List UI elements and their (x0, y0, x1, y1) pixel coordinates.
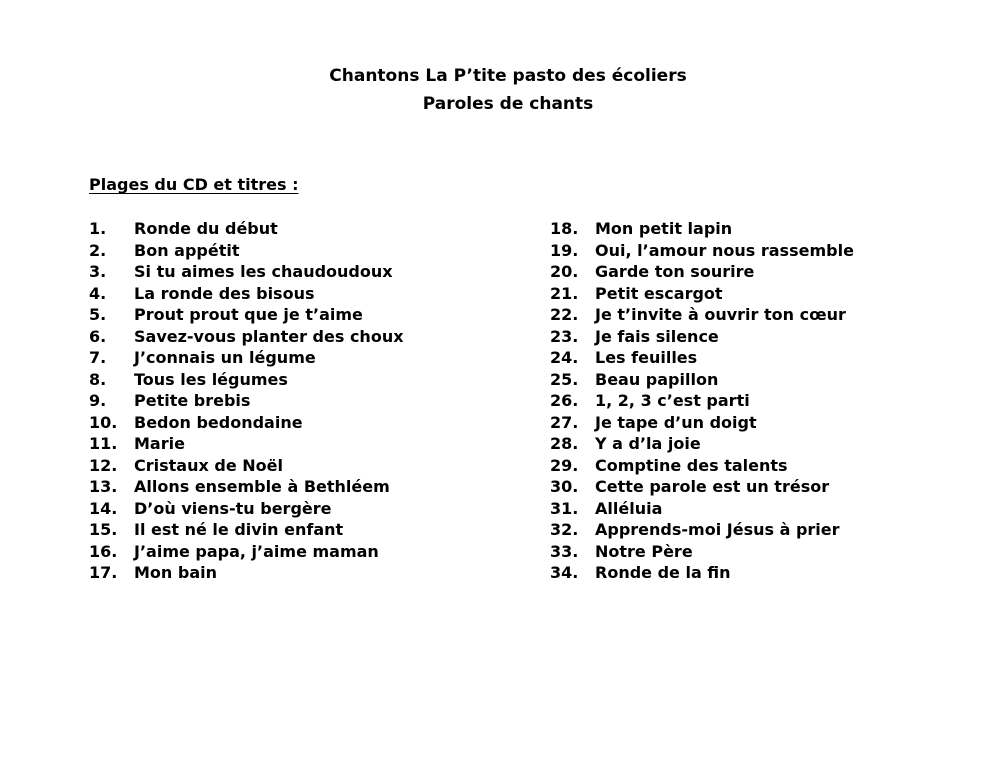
track-title: La ronde des bisous (134, 283, 315, 303)
track-title: Prout prout que je t’aime (134, 305, 363, 324)
track-number: 31. (550, 498, 579, 518)
track-number: 34. (550, 563, 579, 582)
track-item (550, 283, 854, 305)
track-item (89, 390, 404, 412)
document-title-block (0, 62, 992, 118)
track-item (550, 347, 854, 369)
track-list-left (89, 218, 404, 584)
track-number: 17. (89, 563, 118, 582)
track-title: Bedon bedondaine (134, 412, 303, 432)
track-item (550, 476, 854, 498)
track-item (550, 498, 854, 520)
document-subtitle: Paroles de chants (422, 94, 594, 114)
track-number: 7. (89, 348, 107, 367)
track-number: 13. (89, 477, 118, 496)
track-item (550, 390, 854, 412)
track-item (550, 261, 854, 283)
track-item (550, 304, 854, 326)
track-item (89, 326, 404, 348)
track-item (550, 562, 854, 584)
track-title: Ronde de la fin (595, 563, 731, 582)
track-item (89, 347, 404, 369)
track-number: 15. (89, 520, 118, 539)
track-title: 1, 2, 3 c’est parti (595, 391, 750, 410)
track-item (89, 455, 404, 477)
track-item (550, 412, 854, 434)
track-item (89, 476, 404, 498)
track-title: Mon bain (134, 563, 217, 582)
track-number: 10. (89, 412, 118, 432)
track-item (550, 240, 854, 262)
track-item (89, 433, 404, 455)
track-item (89, 519, 404, 541)
track-title: Cristaux de Noël (134, 455, 283, 475)
track-title: Je fais silence (595, 326, 719, 346)
document-title: Chantons La P’tite pasto des écoliers (329, 66, 687, 86)
track-number: 26. (550, 391, 579, 410)
track-number: 29. (550, 455, 579, 475)
track-title: Marie (134, 434, 185, 453)
track-number: 33. (550, 541, 579, 561)
track-number: 27. (550, 412, 579, 432)
track-number: 18. (550, 219, 579, 238)
track-title: Beau papillon (595, 369, 719, 389)
track-title: Comptine des talents (595, 455, 788, 475)
track-number: 20. (550, 262, 579, 281)
track-item (550, 218, 854, 240)
track-title: Alléluia (595, 498, 663, 518)
track-number: 6. (89, 326, 107, 346)
track-item (550, 455, 854, 477)
track-title: Je tape d’un doigt (595, 412, 757, 432)
track-title: Si tu aimes les chaudoudoux (134, 262, 393, 281)
track-number: 2. (89, 240, 107, 260)
track-number: 19. (550, 240, 579, 260)
track-number: 24. (550, 348, 579, 367)
track-item (89, 498, 404, 520)
track-title: J’connais un légume (134, 348, 316, 367)
track-number: 30. (550, 477, 579, 496)
track-title: J’aime papa, j’aime maman (134, 541, 379, 561)
track-number: 32. (550, 520, 579, 539)
track-item (550, 519, 854, 541)
track-title: Il est né le divin enfant (134, 520, 344, 539)
track-number: 9. (89, 391, 107, 410)
track-number: 14. (89, 498, 118, 518)
track-item (89, 218, 404, 240)
track-title: Garde ton sourire (595, 262, 755, 281)
track-item (89, 261, 404, 283)
track-title: Cette parole est un trésor (595, 477, 830, 496)
track-list-right (550, 218, 854, 584)
track-title: Savez-vous planter des choux (134, 326, 404, 346)
track-number: 8. (89, 369, 107, 389)
track-item (550, 433, 854, 455)
track-item (89, 240, 404, 262)
track-title: Les feuilles (595, 348, 698, 367)
track-item (89, 369, 404, 391)
track-item (550, 326, 854, 348)
track-number: 1. (89, 219, 107, 238)
track-item (89, 541, 404, 563)
track-number: 23. (550, 326, 579, 346)
track-title: D’où viens-tu bergère (134, 498, 332, 518)
track-item (550, 369, 854, 391)
track-title: Ronde du début (134, 219, 278, 238)
track-item (89, 562, 404, 584)
track-number: 12. (89, 455, 118, 475)
track-title: Apprends-moi Jésus à prier (595, 520, 840, 539)
track-title: Notre Père (595, 541, 693, 561)
track-item (550, 541, 854, 563)
track-number: 5. (89, 305, 107, 324)
track-number: 3. (89, 262, 107, 281)
track-number: 11. (89, 434, 118, 453)
track-item (89, 412, 404, 434)
track-title: Je t’invite à ouvrir ton cœur (595, 305, 846, 324)
track-number: 16. (89, 541, 118, 561)
track-title: Petite brebis (134, 391, 251, 410)
track-title: Oui, l’amour nous rassemble (595, 240, 854, 260)
track-item (89, 283, 404, 305)
track-number: 22. (550, 305, 579, 324)
track-title: Bon appétit (134, 240, 240, 260)
track-number: 28. (550, 434, 579, 453)
track-title: Y a d’la joie (595, 434, 701, 453)
track-number: 21. (550, 283, 579, 303)
section-heading: Plages du CD et titres : (89, 175, 299, 194)
track-title: Petit escargot (595, 283, 723, 303)
track-item (89, 304, 404, 326)
track-title: Allons ensemble à Bethléem (134, 477, 390, 496)
track-number: 25. (550, 369, 579, 389)
track-title: Mon petit lapin (595, 219, 733, 238)
track-title: Tous les légumes (134, 369, 288, 389)
track-number: 4. (89, 283, 107, 303)
